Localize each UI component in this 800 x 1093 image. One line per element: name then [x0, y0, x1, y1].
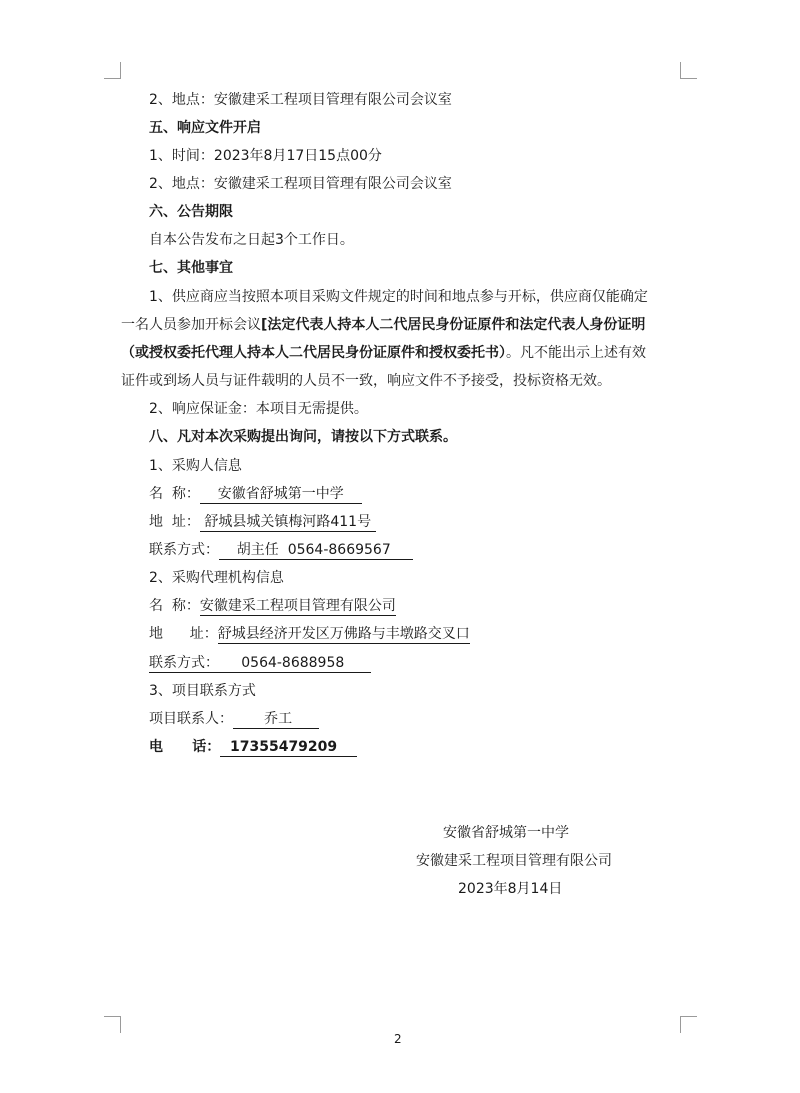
- crop-mark-bottom-right: [680, 1016, 697, 1033]
- location-line-2: 2、地点：安徽建采工程项目管理有限公司会议室: [149, 176, 452, 192]
- agent-contact-label: 联系方式：: [149, 655, 219, 671]
- phone-label: 电 话：: [149, 739, 221, 755]
- project-contact-label: 项目联系人：: [149, 711, 233, 727]
- buyer-contact-label: 联系方式：: [149, 542, 219, 558]
- crop-mark-top-right: [680, 62, 697, 79]
- paragraph-1-line-2: [121, 315, 645, 335]
- signature-org-1: 安徽省舒城第一中学: [443, 825, 569, 841]
- deposit-line: 2、响应保证金：本项目无需提供。: [149, 401, 368, 417]
- buyer-name-label: 名 称：: [149, 486, 200, 502]
- paragraph-1-line-2-bold: [法定代表人持本人二代居民身份证原件和法定代表人身份证明: [261, 317, 646, 333]
- opening-time-line: 1、时间：2023年8月17日15点00分: [149, 148, 382, 164]
- agent-name-label: 名 称：: [149, 598, 200, 614]
- crop-mark-top-left: [104, 62, 121, 79]
- agent-contact-value: 0564-8688958: [219, 655, 371, 671]
- section-heading-6: 六、公告期限: [149, 204, 233, 220]
- signature-org-2: 安徽建采工程项目管理有限公司: [416, 853, 612, 869]
- phone-row: [149, 737, 357, 757]
- paragraph-1-line-3: [121, 343, 646, 363]
- crop-mark-bottom-left: [104, 1016, 121, 1033]
- paragraph-1-line-3-plain: 。凡不能出示上述有效: [506, 345, 646, 361]
- agent-address-label: 地 址：: [149, 626, 218, 642]
- buyer-address-label: 地 址：: [149, 514, 200, 530]
- notice-period-line: 自本公告发布之日起3个工作日。: [149, 232, 354, 248]
- buyer-info-heading: 1、采购人信息: [149, 458, 242, 474]
- section-heading-7: 七、其他事宜: [149, 260, 233, 276]
- buyer-contact-row: [149, 540, 413, 560]
- buyer-name-value: 安徽省舒城第一中学: [199, 486, 362, 502]
- section-heading-5: 五、响应文件开启: [149, 120, 261, 136]
- paragraph-1-line-4: 证件或到场人员与证件载明的人员不一致，响应文件不予接受，投标资格无效。: [121, 373, 611, 389]
- agent-address-row: [149, 624, 470, 644]
- signature-date: 2023年8月14日: [458, 881, 563, 897]
- agent-contact-row: [149, 653, 371, 673]
- phone-value: 17355479209: [220, 739, 357, 755]
- paragraph-1-line-1: 1、供应商应当按照本项目采购文件规定的时间和地点参与开标，供应商仅能确定: [149, 289, 648, 305]
- page-number: 2: [394, 1032, 402, 1046]
- location-line-1: 2、地点：安徽建采工程项目管理有限公司会议室: [149, 92, 452, 108]
- agent-name-value: 安徽建采工程项目管理有限公司: [199, 598, 396, 614]
- project-contact-row: [149, 709, 319, 729]
- project-contact-value: 乔工: [233, 711, 319, 727]
- agent-info-heading: 2、采购代理机构信息: [149, 570, 284, 586]
- paragraph-1-line-2-plain: 一名人员参加开标会议: [121, 317, 261, 333]
- buyer-contact-value: 胡主任 0564-8669567: [219, 542, 413, 558]
- agent-address-value: 舒城县经济开发区万佛路与丰墩路交叉口: [217, 626, 470, 642]
- agent-name-row: [149, 596, 396, 616]
- section-heading-8: 八、凡对本次采购提出询问，请按以下方式联系。: [149, 429, 457, 445]
- paragraph-1-line-3-bold: （或授权委托代理人持本人二代居民身份证原件和授权委托书）: [121, 345, 506, 361]
- buyer-address-value: 舒城县城关镇梅河路411号: [199, 514, 376, 530]
- buyer-name-row: [149, 484, 362, 504]
- project-contact-heading: 3、项目联系方式: [149, 683, 256, 699]
- buyer-address-row: [149, 512, 376, 532]
